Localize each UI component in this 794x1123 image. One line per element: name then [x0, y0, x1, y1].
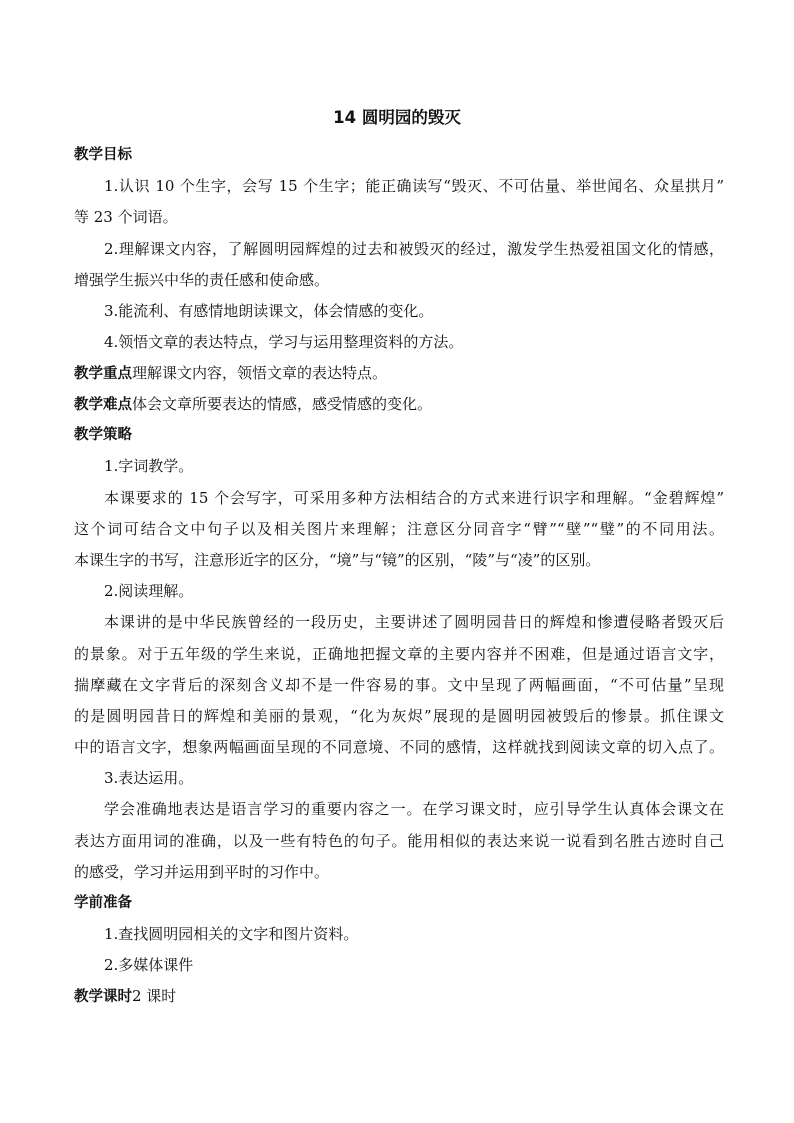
prep-heading: 学前准备: [74, 895, 132, 911]
strategy-1-line-2: 这个词可结合文中句子以及相关图片来理解；注意区分同音字“臂”“壁”“璧”的不同用法。: [74, 520, 724, 538]
goal-item-4: 4.领悟文章的表达特点，学习与运用整理资料的方法。: [104, 333, 464, 351]
strategy-2-line-5: 中的语言文字，想象两幅画面呈现的不同意境、不同的感情，这样就找到阅读文章的切入点了。: [74, 738, 724, 756]
key-point-label: 教学重点: [74, 366, 132, 382]
strategy-3-line-1: 学会准确地表达是语言学习的重要内容之一。在学习课文时，应引导学生认真体会课文在: [104, 800, 724, 818]
class-hours-text: 2 课时: [132, 987, 177, 1005]
strategy-1-title: 1.字词教学。: [104, 457, 194, 475]
class-hours: [74, 985, 724, 1007]
strategy-2-line-1: 本课讲的是中华民族曾经的一段历史，主要讲述了圆明园昔日的辉煌和惨遭侵略者毁灭后: [104, 613, 724, 631]
strategy-3-title: 3.表达运用。: [104, 769, 194, 787]
goal-item-2-line-1: 2.理解课文内容，了解圆明园辉煌的过去和被毁灭的经过，激发学生热爱祖国文化的情感，: [104, 240, 724, 258]
strategy-2-line-4: 的是圆明园昔日的辉煌和美丽的景观，“化为灰烬”展现的是圆明园被毁后的惨景。抓住课文: [74, 707, 724, 725]
class-hours-label: 教学课时: [74, 989, 132, 1005]
goals-heading: 教学目标: [74, 147, 132, 163]
strategy-heading: 教学策略: [74, 427, 132, 443]
strategy-3-line-3: 的感受，学习并运用到平时的习作中。: [74, 863, 330, 881]
strategy-2-title: 2.阅读理解。: [104, 582, 194, 600]
goal-item-1-line-2: 等 23 个词语。: [74, 208, 178, 226]
key-point: [74, 362, 724, 384]
strategy-3-line-2: 表达方面用词的准确，以及一些有特色的句子。能用相似的表达来说一说看到名胜古迹时自己: [74, 832, 724, 850]
strategy-2-line-2: 的景象。对于五年级的学生来说，正确地把握文章的主要内容并不困难，但是通过语言文字，: [74, 645, 724, 663]
difficulty: [74, 393, 724, 415]
prep-item-1: 1.查找圆明园相关的文字和图片资料。: [104, 925, 359, 943]
strategy-2-line-3: 揣摩藏在文字背后的深刻含义却不是一件容易的事。文中呈现了两幅画面，“不可估量”呈现: [74, 676, 724, 694]
difficulty-label: 教学难点: [74, 397, 132, 413]
strategy-1-line-1: 本课要求的 15 个会写字，可采用多种方法相结合的方式来进行识字和理解。“金碧辉煌”: [104, 489, 724, 507]
page-title: 14 圆明园的毁灭: [333, 108, 461, 127]
strategy-1-line-3: 本课生字的书写，注意形近字的区分，“境”与“镜”的区别，“陵”与“凌”的区别。: [74, 551, 601, 569]
goal-item-2-line-2: 增强学生振兴中华的责任感和使命感。: [74, 271, 330, 289]
key-point-text: 理解课文内容，领悟文章的表达特点。: [132, 364, 388, 382]
difficulty-text: 体会文章所要表达的情感，感受情感的变化。: [132, 395, 433, 413]
goal-item-1-line-1: 1.认识 10 个生字，会写 15 个生字；能正确读写“毁灭、不可估量、举世闻名、众星拱月”: [104, 177, 724, 195]
prep-item-2: 2.多媒体课件: [104, 956, 194, 974]
goal-item-3: 3.能流利、有感情地朗读课文，体会情感的变化。: [104, 302, 434, 320]
